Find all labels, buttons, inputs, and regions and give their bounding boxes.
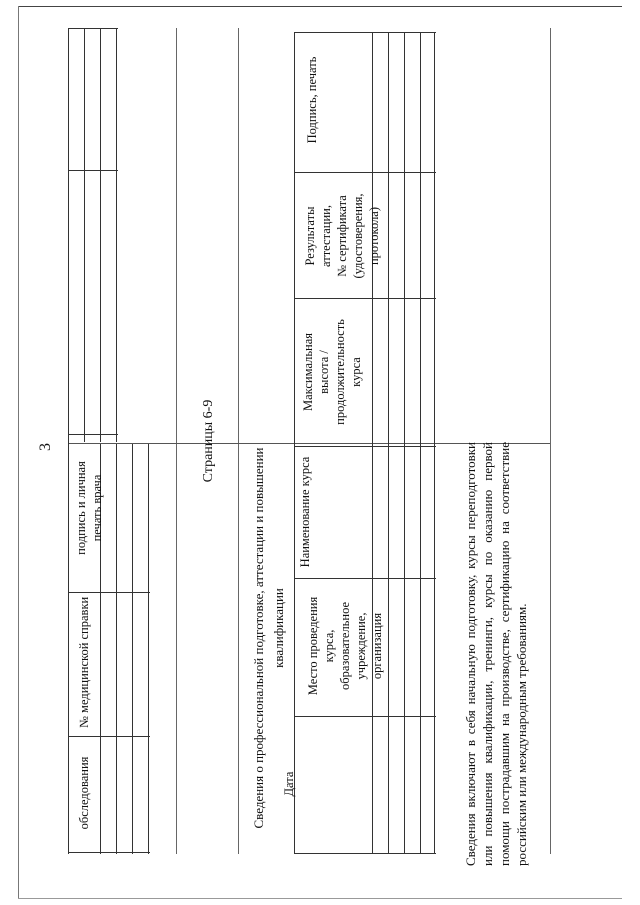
tt-v2 [84, 28, 85, 442]
tt-v4 [116, 28, 117, 442]
mt-col-place-l5: организация [370, 612, 384, 680]
mt-col-duration-l4: курса [349, 357, 363, 387]
tt-v3 [100, 28, 101, 442]
tt-h4 [68, 592, 150, 593]
mt-col-results-l3: № сертификата [335, 195, 349, 277]
mt-col-results-l4: (удостоверения, [351, 193, 365, 279]
mt-col-duration-l2: высота / [317, 350, 331, 394]
mt-h-2 [294, 298, 436, 299]
gutter-line-left [176, 28, 177, 854]
tt-v7 [148, 444, 149, 854]
mt-col-place-l4: учреждение, [354, 612, 368, 680]
mt-col-duration-l1: Максимальная [301, 332, 315, 412]
tt-col-sign-line2: печать врача [90, 474, 104, 542]
page-number: 3 [37, 443, 54, 451]
mt-col-course-name: Наименование курса [298, 456, 312, 568]
tt-h6 [68, 852, 150, 853]
mt-col-signature: Подпись, печать [305, 56, 319, 144]
mt-col-results-l2: аттестации, [319, 205, 333, 267]
tt-col-med-cert: № медицинской справки [77, 596, 91, 728]
mt-col-results-l5: протокола) [367, 206, 381, 266]
mt-h-3 [294, 446, 436, 447]
gutter-line-far-right [550, 28, 551, 854]
mt-col-results-l1: Результаты [303, 206, 317, 266]
bottom-border [18, 898, 622, 899]
tt-v5 [116, 444, 117, 854]
top-border [18, 6, 622, 7]
tt-col-examination: обследования [77, 756, 91, 830]
mt-h-5 [294, 716, 436, 717]
tt-v6 [132, 444, 133, 854]
tt-h5 [68, 736, 150, 737]
tt-h1 [68, 28, 118, 29]
mt-h-4 [294, 578, 436, 579]
mt-v-r3 [420, 32, 421, 854]
mt-v-header [372, 32, 373, 854]
mt-h-top [294, 32, 436, 33]
mt-col-place-l1: Место проведения [306, 596, 320, 696]
mt-v-r2 [404, 32, 405, 854]
mt-col-place-l3: образовательное [338, 601, 352, 691]
mt-col-duration-l3: продолжительность [333, 319, 347, 425]
mt-v-r1 [388, 32, 389, 854]
gutter-line-right [238, 28, 239, 854]
tt-h2 [68, 170, 118, 171]
note-paragraph: Сведения включают в себя начальную подготовку, курсы переподготовки или повышения квалификации, тренинги, курсы по оказанию первой помощи пострадавшим на производстве, сертификацию на соответствие российским или международным требованиям. [463, 442, 529, 866]
tt-h3 [68, 434, 118, 435]
mt-h-bottom [294, 853, 436, 854]
left-border [18, 6, 19, 899]
mt-col-date: Дата [282, 771, 296, 797]
tt-v1 [68, 28, 69, 854]
section-heading-line1: Сведения о профессиональной подготовке, аттестации и повышении [251, 447, 266, 829]
mt-v-r4 [434, 32, 435, 854]
mt-v-left [294, 32, 295, 854]
section-title: Страницы 6-9 [201, 399, 216, 483]
section-heading-line2: квалификации [271, 588, 286, 668]
mt-col-place-l2: курса, [322, 629, 336, 663]
tt-col-sign-line1: подпись и личная [74, 461, 88, 555]
mt-h-1 [294, 172, 436, 173]
